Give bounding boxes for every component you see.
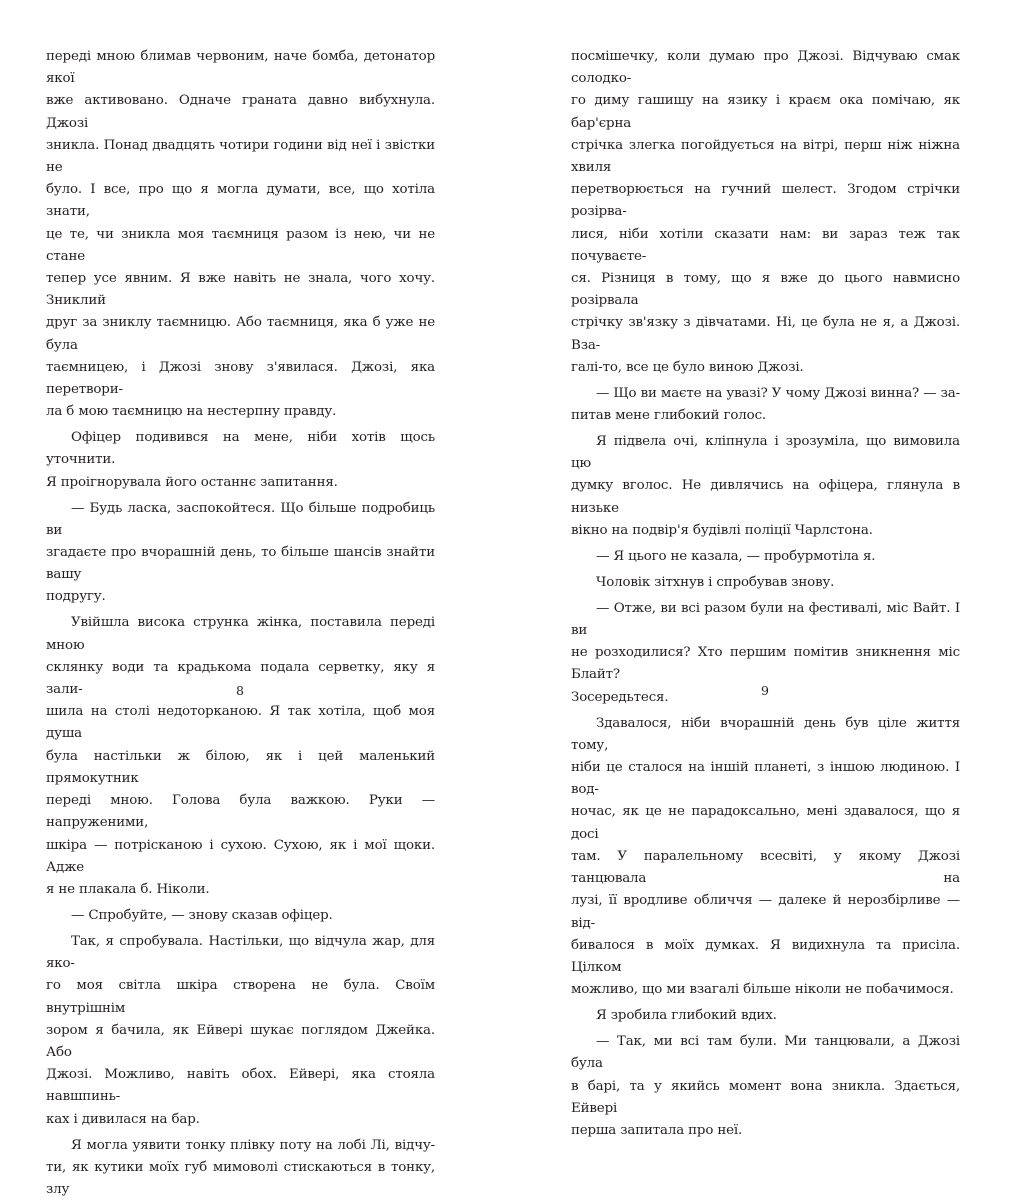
text-line: стрічку зв'язку з дівчатами. Ні, це була не я, а Джозі. Взa- [571,315,960,353]
text-line: переді мною. Голова була важкою. Руки — напруженими, [46,793,435,831]
text-line: Я могла уявити тонку плівку поту на лобі Лі, відчу- [71,1137,435,1153]
text-line: ся. Різниця в тому, що я вже до цього навмисно розірвала [571,271,960,309]
text-line: було. І все, про що я могла думати, все, що хотіла знати, [46,182,435,220]
text-line: Джозі. Можливо, навіть обох. Ейвері, яка стояла навшпинь- [46,1067,435,1105]
text-line: го моя світла шкіра створена не була. Своїм внутрішнім [46,978,435,1016]
text-line: там. У паралельному всесвіті, у якому Джозі танцювала на [571,848,960,887]
text-line: переді мною блимав червоним, наче бомба, детонатор якої [46,49,435,87]
text-line: бивалося в моїх думках. Я видихнула та присіла. Цілком [571,937,960,975]
text-line: ках і дивилася на бар. [46,1111,200,1127]
text-line: можливо, що ми взагалі більше ніколи не побачимося. [571,982,954,998]
text-line: Так, я спробувала. Настільки, що відчула жар, для яко- [46,933,435,972]
left-page-number: 8 [236,683,244,698]
text-line: — Я цього не казала, — пробурмотіла я. [596,548,876,564]
text-line: склянку води та крадькома подала серветку, яку я зали- [46,659,435,698]
text-line: Я проігнорувала його останнє запитання. [46,474,338,490]
text-line: го диму гашишу на язику і краєм ока помічаю, як бар'єрна [571,93,960,131]
text-line: стрічка злегка погойдується на вітрі, перш ніж ніжна хвиля [571,137,960,176]
text-line: Чоловік зітхнув і спробував знову. [596,574,835,590]
text-line: думку вголос. Не дивлячись на офіцера, глянула в низьке [571,478,960,516]
text-line: зникла. Понад двадцять чотири години від неї і звістки не [46,137,435,176]
left-page-text [46,46,435,1201]
text-line: шила на столі недоторканою. Я так хотіла, щоб моя душа [46,704,435,742]
text-line: ла б мою таємницю на нестерпну правду. [46,404,337,420]
text-line: — Спробуйте, — знову сказав офіцер. [71,907,333,923]
text-line: — Будь ласка, заспокойтеся. Що більше подробиць ви [46,500,435,538]
text-line: тепер усе явним. Я вже навіть не знала, чого хочу. Зниклий [46,271,435,309]
text-line: вже активовано. Одначе граната давно вибухнула. Джозі [46,93,435,131]
text-line: шкіра — потрісканою і сухою. Сухою, як і мої щоки. Адже [46,837,435,875]
text-line: Увійшла висока струнка жінка, поставила переді мною [46,615,435,653]
right-page-number: 9 [761,683,769,698]
text-line: перетворюється на гучний шелест. Згодом стрічки розірва- [571,182,960,220]
text-line: посмішечку, коли думаю про Джозі. Відчуваю смак солодко- [571,49,960,87]
text-line: лися, ніби хотіли сказати нам: ви зараз теж так почуваєте- [571,226,960,264]
text-line: ночас, як це не парадоксально, мені здавалося, що я досі [571,804,960,842]
text-line: друг за зниклу таємницю. Або таємниця, яка б уже не була [46,315,435,353]
text-line: питав мене глибокий голос. [571,408,767,424]
text-line: згадаєте про вчорашній день, то більше шансів знайти вашу [46,545,435,583]
text-line: Офіцер подивився на мене, ніби хотів щось уточнити. [46,430,435,468]
text-line: була настільки ж білою, як і цей маленький прямокутник [46,748,435,786]
text-line: Зосередьтеся. [571,689,669,705]
text-line: ніби це сталося на іншій планеті, з іншою людиною. І вод- [571,760,960,798]
text-line: лузі, її вродливе обличчя — далеке й нерозбірливе — від- [571,893,960,931]
text-line: — Отже, ви всі разом були на фестивалі, міс Вайт. І ви [571,600,960,639]
text-line: в барі, та у якийсь момент вона зникла. Здається, Ейвері [571,1078,960,1116]
text-line: Здавалося, ніби вчорашній день був ціле життя тому, [571,715,960,753]
text-line: не розходилися? Хто першим помітив зникнення міс Блайт? [571,645,960,683]
text-line: зором я бачила, як Ейвері шукає поглядом Джейка. Або [46,1022,435,1060]
text-line: — Так, ми всі там були. Ми танцювали, а Джозі була [571,1034,960,1072]
text-line: Я підвела очі, кліпнула і зрозуміла, що вимовила цю [571,434,960,472]
text-line: перша запитала про неї. [571,1122,743,1138]
text-line: вікно на подвір'я будівлі поліції Чарлстона. [571,522,873,538]
text-line: галі-то, все це було виною Джозі. [571,359,804,375]
text-line: — Що ви маєте на увазі? У чому Джозі винна? — за- [596,385,960,401]
right-page-text [571,46,960,1142]
text-line: я не плакала б. Ніколи. [46,881,210,897]
text-line: ти, як кутики моїх губ мимоволі стискаються в тонку, злу [46,1159,435,1197]
text-line: подругу. [46,589,106,605]
text-line: Я зробила глибокий вдих. [596,1008,777,1024]
text-line: таємницею, і Джозі знову з'явилася. Джозі, яка перетвори- [46,359,435,398]
text-line: це те, чи зникла моя таємниця разом із нею, чи не стане [46,226,435,264]
